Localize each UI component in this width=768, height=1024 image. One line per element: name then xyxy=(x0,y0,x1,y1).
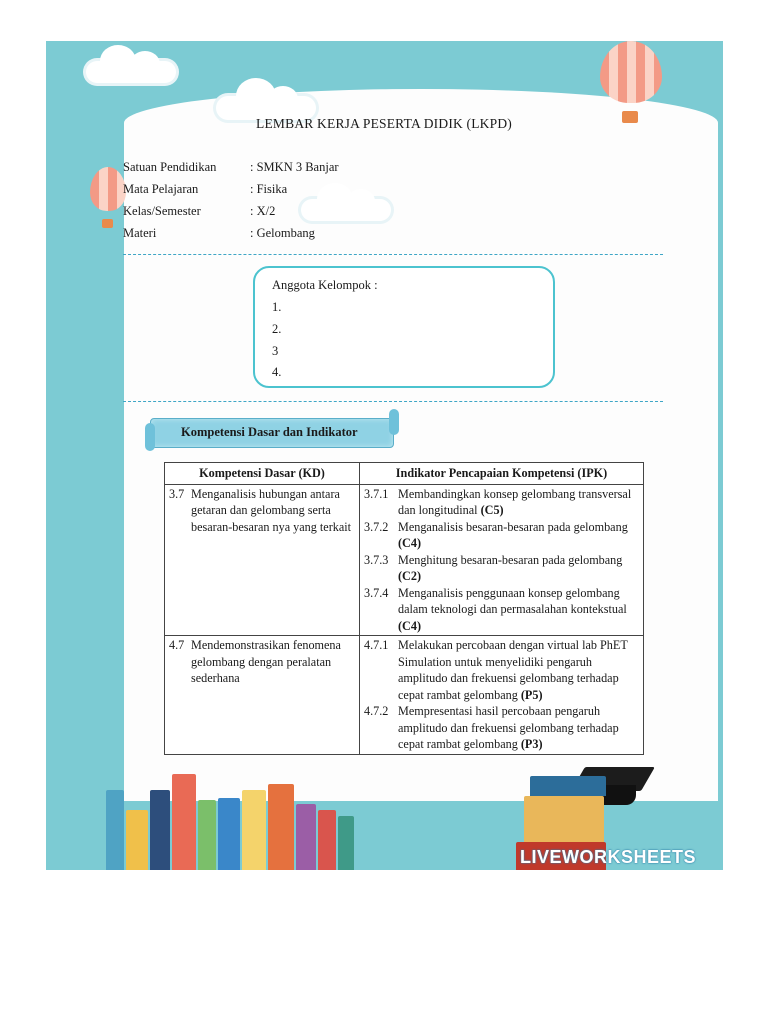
indicator-text: Membandingkan konsep gelombang transversal dan longitudinal xyxy=(398,486,632,517)
indicator-item xyxy=(364,486,639,519)
dashed-divider xyxy=(123,401,663,402)
kd-cell xyxy=(165,484,360,636)
cloud-decoration xyxy=(86,61,176,83)
ipk-cell xyxy=(360,636,644,755)
section-banner xyxy=(150,418,394,448)
indicator-item xyxy=(364,552,639,585)
indicator-text: Melakukan percobaan dengan virtual lab PhET Simulation untuk menyelidiki pengaruh amplitudo dan frekuensi gelombang terhadap cepat rambat gelombang xyxy=(398,638,628,702)
competency-table xyxy=(164,462,644,755)
cloud-decoration xyxy=(301,199,391,221)
indicator-text: Menganalisis penggunaan konsep gelombang dalam teknologi dan permasalahan kontekstual xyxy=(398,585,627,616)
kd-text: Mendemonstrasikan fenomena gelombang dengan peralatan sederhana xyxy=(191,638,341,685)
info-value: : SMKN 3 Banjar xyxy=(250,160,339,174)
indicator-item xyxy=(364,585,639,635)
indicator-code: (C2) xyxy=(398,569,422,583)
dashed-divider xyxy=(123,254,663,255)
kd-number: 3.7 xyxy=(169,486,185,501)
indicator-item xyxy=(364,637,639,703)
indicator-code: (P5) xyxy=(520,687,543,702)
section-banner-label: Kompetensi Dasar dan Indikator xyxy=(181,425,358,439)
indicator-number: 3.7.2 xyxy=(364,519,389,534)
ipk-cell xyxy=(360,484,644,636)
group-members-box xyxy=(253,266,555,388)
kd-text: Menganalisis hubungan antara getaran dan gelombang serta besaran-besaran nya yang terkait xyxy=(191,486,352,534)
indicator-number: 4.7.2 xyxy=(364,704,389,718)
member-line-2[interactable]: 2. xyxy=(272,322,282,336)
indicator-code: (P3) xyxy=(520,737,543,751)
member-line-3[interactable]: 3 xyxy=(272,344,279,358)
group-heading: Anggota Kelompok : xyxy=(272,278,378,292)
info-label: Mata Pelajaran xyxy=(123,182,199,196)
info-value: : X/2 xyxy=(250,204,276,218)
member-line-4[interactable]: 4. xyxy=(272,365,282,379)
indicator-item xyxy=(364,519,639,552)
indicator-text: Menganalisis besaran-besaran pada gelombang xyxy=(398,519,628,534)
indicator-number: 4.7.1 xyxy=(364,638,389,652)
indicator-text: Menghitung besaran-besaran pada gelombang xyxy=(398,552,623,567)
indicator-code: (C4) xyxy=(398,536,422,550)
kd-cell xyxy=(165,636,360,755)
member-line-1[interactable]: 1. xyxy=(272,300,282,314)
indicator-item xyxy=(364,703,639,753)
indicator-code: (C5) xyxy=(480,503,504,517)
table-header-row xyxy=(165,463,644,485)
table-row xyxy=(165,484,644,636)
info-label: Materi xyxy=(123,226,157,240)
table-header-ipk: Indikator Pencapaian Kompetensi (IPK) xyxy=(360,463,644,485)
document-title: LEMBAR KERJA PESERTA DIDIK (LKPD) xyxy=(256,116,512,131)
liveworksheets-logo: LIVEWORKSHEETS xyxy=(520,847,697,867)
info-value: : Fisika xyxy=(250,182,288,196)
kd-number: 4.7 xyxy=(169,638,185,652)
indicator-number: 3.7.3 xyxy=(364,552,389,567)
indicator-code: (C4) xyxy=(398,618,422,633)
indicator-number: 3.7.4 xyxy=(364,585,389,600)
indicator-number: 3.7.1 xyxy=(364,486,389,501)
indicator-text: Mempresentasi hasil percobaan pengaruh amplitudo dan frekuensi gelombang terhadap cepat rambat gelombang xyxy=(398,704,619,751)
info-label: Satuan Pendidikan xyxy=(123,160,217,174)
table-row xyxy=(165,636,644,755)
table-header-kd: Kompetensi Dasar (KD) xyxy=(165,463,360,485)
info-value: : Gelombang xyxy=(250,226,315,240)
info-label: Kelas/Semester xyxy=(123,204,201,218)
